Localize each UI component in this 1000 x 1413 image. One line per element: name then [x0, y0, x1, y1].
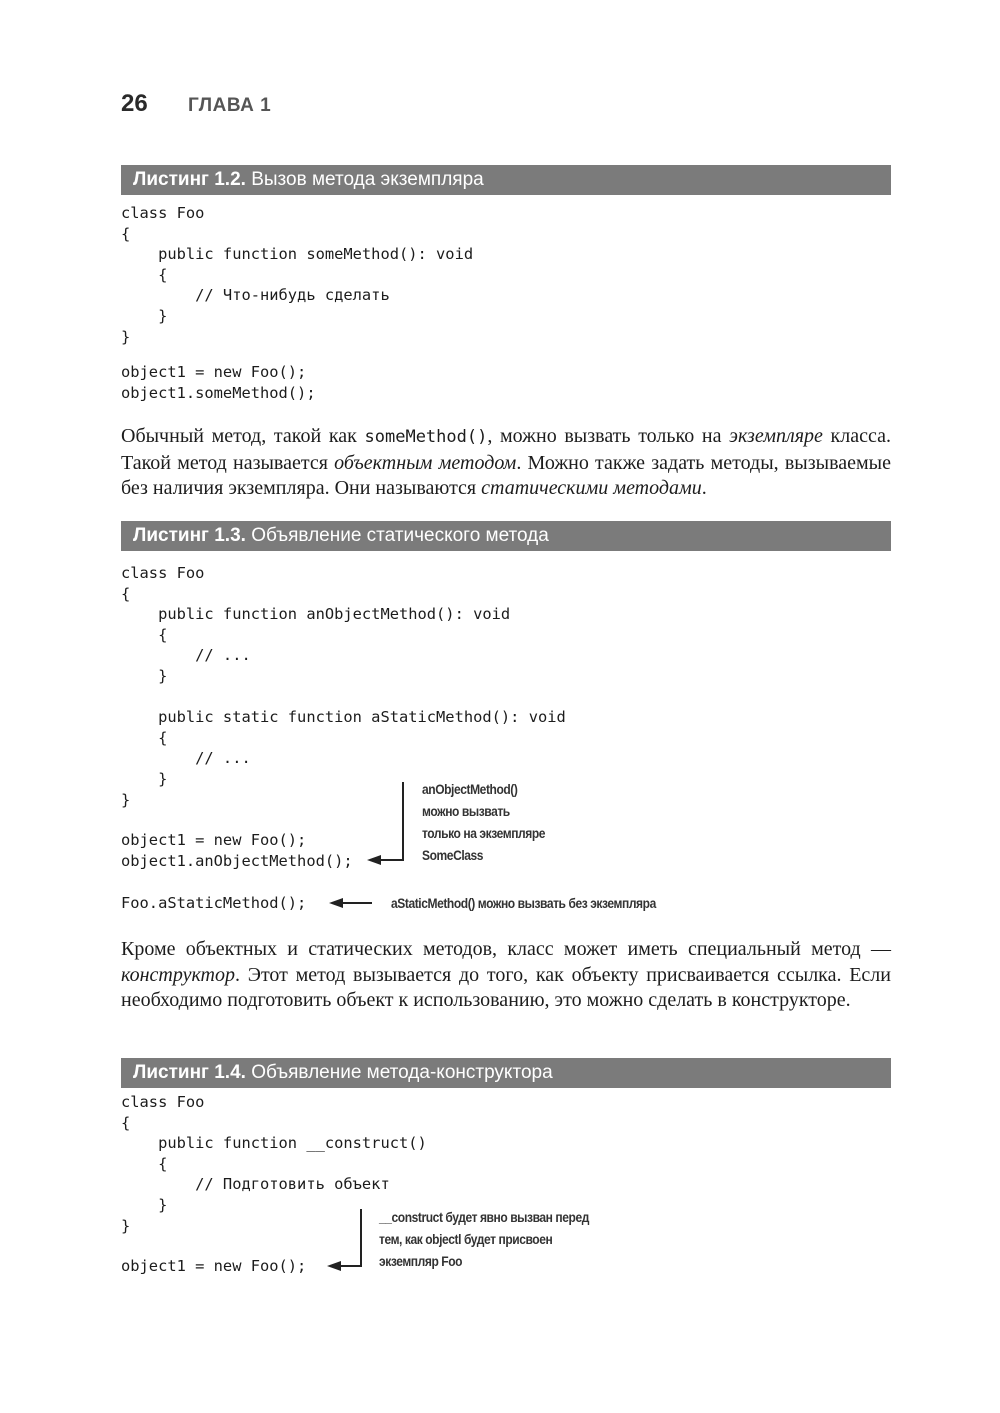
listing-title: Объявление статического метода	[245, 525, 549, 546]
paragraph-constructor	[121, 937, 891, 1014]
annotation-line-text: __construct будет явно вызван перед	[379, 1209, 589, 1225]
annotation-line	[340, 1265, 362, 1267]
listing-1-4-code: class Foo { public function __construct() { // Подготовить объект } }	[121, 1093, 427, 1235]
inline-code: someMethod()	[364, 427, 488, 447]
listing-1-3-code-usage: object1 = new Foo(); object1.anObjectMethod();	[121, 831, 353, 870]
listing-1-3-header	[121, 521, 891, 551]
annotation-line-text: экземпляр Foo	[379, 1253, 463, 1269]
listing-1-3-code-static: Foo.aStaticMethod();	[121, 894, 307, 912]
emphasis: экземпляре	[729, 425, 823, 447]
emphasis: статическими методами	[481, 477, 702, 500]
annotation-line	[380, 859, 404, 861]
annotation-line-text: SomeClass	[422, 847, 484, 863]
listing-label: Листинг 1.3.	[133, 525, 246, 546]
page-number: 26	[121, 90, 148, 117]
listing-label: Листинг 1.4.	[133, 1062, 246, 1083]
emphasis: объектным методом	[334, 451, 517, 474]
annotation-line	[402, 782, 404, 861]
listing-1-4-header	[121, 1058, 891, 1088]
annotation-object-method	[422, 778, 565, 866]
annotation-constructor	[379, 1206, 623, 1272]
listing-label: Листинг 1.2.	[133, 169, 246, 190]
annotation-line	[342, 902, 372, 904]
text-run: . Можно также задать методы, вызываемые без наличия экземпляра. Они называются	[121, 451, 891, 500]
annotation-line-text: тем, как objectl будет присвоен	[379, 1231, 553, 1247]
arrow-left-icon	[327, 1261, 341, 1271]
arrow-left-icon	[329, 898, 343, 908]
listing-1-4-code-usage: object1 = new Foo();	[121, 1257, 307, 1275]
annotation-static-method: aStaticMethod() можно вызвать без экземпляра	[391, 895, 656, 911]
annotation-line-text: anObjectMethod()	[422, 781, 518, 797]
listing-1-2-code: class Foo { public function someMethod(): void { // Что-нибудь сделать } }	[121, 204, 474, 346]
listing-title: Объявление метода-конструктора	[245, 1062, 553, 1083]
listing-title: Вызов метода экземпляра	[245, 169, 484, 190]
arrow-left-icon	[367, 855, 381, 865]
text-run: , можно вызвать только на	[487, 425, 730, 447]
paragraph-instance-methods	[121, 424, 891, 502]
annotation-line-text: только на экземпляре	[422, 825, 546, 841]
text-run: .	[701, 477, 707, 500]
listing-1-2-code-usage: object1 = new Foo(); object1.someMethod();	[121, 363, 316, 402]
listing-1-2-header	[121, 165, 891, 195]
annotation-line	[360, 1209, 362, 1267]
text-run: Обычный метод, такой как	[121, 425, 365, 447]
text-run: Кроме объектных и статических методов, класс может иметь специальный метод —	[121, 938, 891, 960]
annotation-line-text: можно вызвать	[422, 803, 510, 819]
emphasis: конструктор	[121, 963, 235, 986]
text-run: класса. Такой метод называется	[121, 425, 892, 474]
text-run: . Этот метод вызывается до того, как объекту присваивается ссылка. Если необходимо подготовить объект к использованию, это можно сделать в конструкторе.	[121, 963, 891, 1012]
listing-1-3-code: class Foo { public function anObjectMethod(): void { // ... } public static function aStaticMethod(): void { // ... } }	[121, 564, 566, 809]
chapter-title: ГЛАВА 1	[188, 95, 272, 116]
